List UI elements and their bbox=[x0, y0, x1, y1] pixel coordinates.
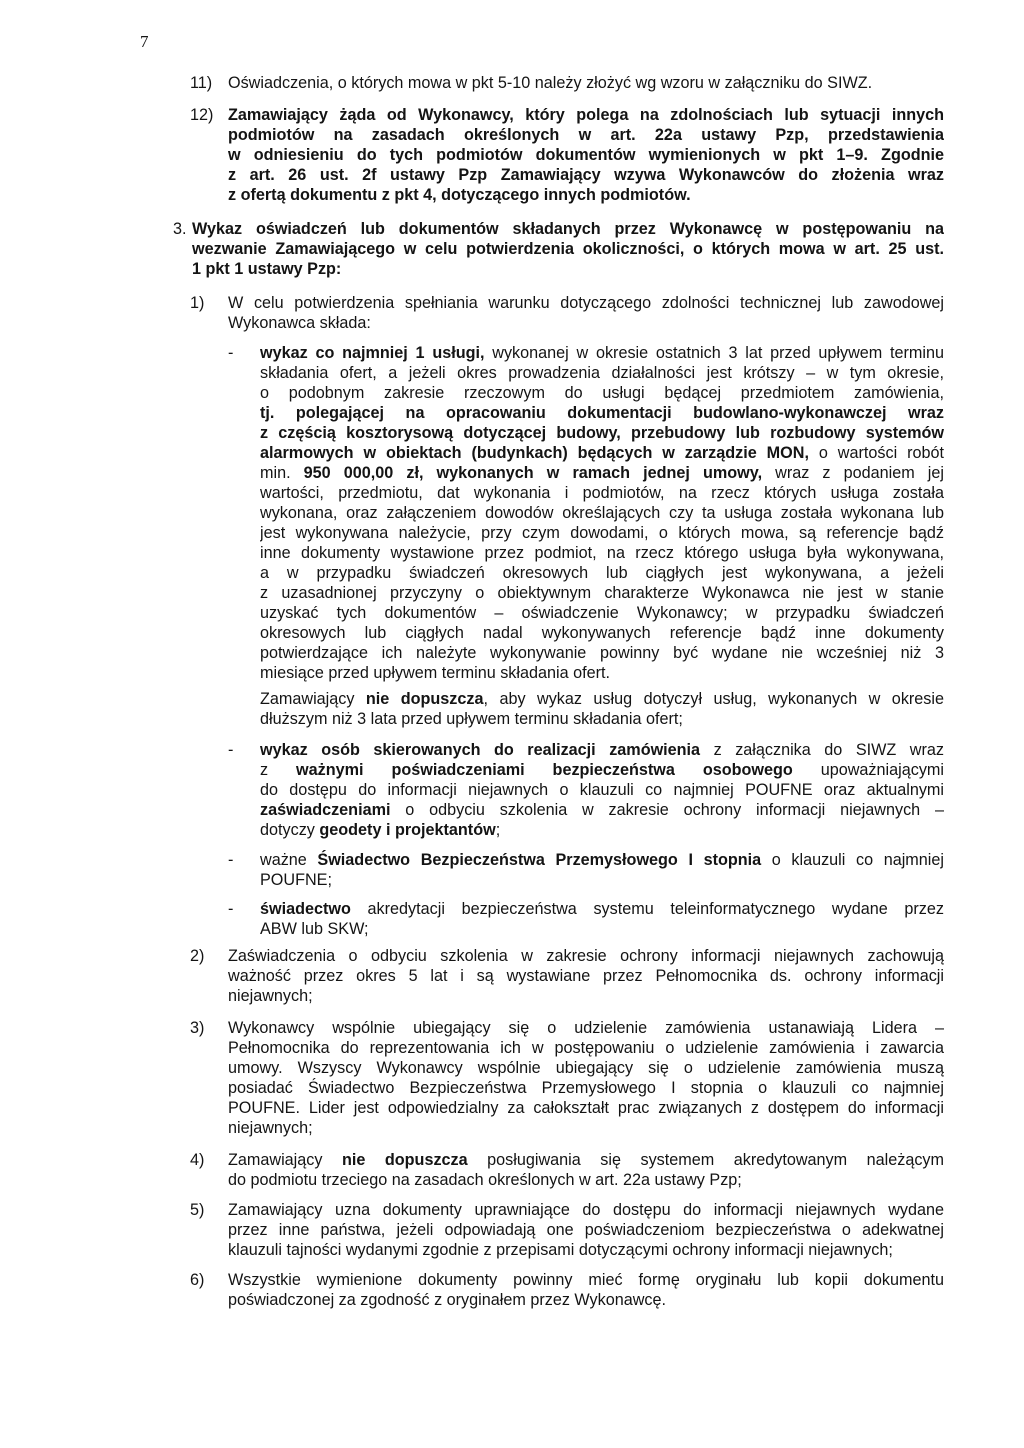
point-2-line: ważność przez okres 5 lat i są wystawiane przez Pełnomocnika ds. ochrony informacji bbox=[228, 967, 944, 985]
point-5-line: klauzuli tajności wydanymi zgodnie z przepisami dotyczącymi ochrony informacji niejawnych; bbox=[228, 1241, 893, 1259]
point-4-text bbox=[228, 1150, 944, 1190]
point-3-line: niejawnych; bbox=[228, 1119, 313, 1137]
bullet-2-line: z ważnymi poświadczeniami bezpieczeństwa osobowego upoważniającymi bbox=[260, 761, 944, 779]
bullet-4-line: świadectwo akredytacji bezpieczeństwa systemu teleinformatycznego wydane przez bbox=[260, 900, 944, 918]
bullet-2-line: do dostępu do informacji niejawnych o klauzuli co najmniej POUFNE oraz aktualnymi bbox=[260, 781, 944, 799]
page-number: 7 bbox=[140, 32, 149, 51]
point-3-line: Pełnomocnika do reprezentowania ich w postępowaniu o udzielenie zamówienia i zawarcia bbox=[228, 1039, 944, 1057]
bullet-1-line: miesiące przed upływem terminu składania ofert. bbox=[260, 664, 610, 682]
section-3-heading bbox=[192, 219, 944, 279]
bullet-1-dash: - bbox=[228, 344, 234, 362]
bullet-1-line: alarmowych w obiektach (budynkach) będących w zarządzie MON, o wartości robót bbox=[260, 444, 944, 462]
bullet-4-text bbox=[260, 899, 944, 939]
point-3-label: 3) bbox=[190, 1019, 205, 1037]
bullet-4-dash: - bbox=[228, 900, 234, 918]
section-3-line: wezwanie Zamawiającego w celu potwierdzenia okoliczności, o których mowa w art. 25 ust. bbox=[192, 240, 944, 258]
bullet-3-dash: - bbox=[228, 851, 234, 869]
bullet-1-line: z częścią kosztorysową dotyczącej budowy, przebudowy lub rozbudowy systemów bbox=[260, 424, 944, 442]
bullet-2-dash: - bbox=[228, 741, 234, 759]
point-3-line: posiadać Świadectwo Bezpieczeństwa Przemysłowego I stopnia o klauzuli co najmniej bbox=[228, 1079, 944, 1097]
bullet-1-note-line: Zamawiający nie dopuszcza, aby wykaz usług dotyczył usług, wykonanych w okresie bbox=[260, 690, 944, 708]
item-12-line: z ofertą dokumentu z pkt 4, dotyczącego innych podmiotów. bbox=[228, 186, 691, 204]
section-3-line: 1 pkt 1 ustawy Pzp: bbox=[192, 260, 342, 278]
point-6-text bbox=[228, 1270, 944, 1310]
point-4-label: 4) bbox=[190, 1151, 205, 1169]
bullet-1-line: potwierdzające ich należyte wykonywanie powinny być wydane nie wcześniej niż 3 bbox=[260, 644, 944, 662]
point-5-text bbox=[228, 1200, 944, 1260]
point-1-text bbox=[228, 293, 944, 333]
bullet-1-line: min. 950 000,00 zł, wykonanych w ramach jednej umowy, wraz z podaniem jej bbox=[260, 464, 944, 482]
bullet-1-line: o podobnym zakresie rzeczowym do usługi będącej przedmiotem zamówienia, bbox=[260, 384, 944, 402]
item-12-label: 12) bbox=[190, 106, 214, 124]
bullet-3-text bbox=[260, 850, 944, 890]
point-3-line: Wykonawcy wspólnie ubiegający się o udzielenie zamówienia ustanawiają Lidera – bbox=[228, 1019, 944, 1037]
item-11-label: 11) bbox=[190, 74, 213, 92]
point-6-line: Wszystkie wymienione dokumenty powinny mieć formę oryginału lub kopii dokumentu bbox=[228, 1271, 944, 1289]
bullet-2-line: wykaz osób skierowanych do realizacji zamówienia z załącznika do SIWZ wraz bbox=[260, 741, 944, 759]
point-2-label: 2) bbox=[190, 947, 205, 965]
point-5-line: Zamawiający uzna dokumenty uprawniające do dostępu do informacji niejawnych wydane bbox=[228, 1201, 944, 1219]
section-3-line: Wykaz oświadczeń lub dokumentów składanych przez Wykonawcę w postępowaniu na bbox=[192, 220, 944, 238]
bullet-2-line: dotyczy geodety i projektantów; bbox=[260, 821, 501, 839]
point-5-line: przez inne państwa, jeżeli odpowiadają one poświadczeniom bezpieczeństwa o adekwatnej bbox=[228, 1221, 944, 1239]
point-2-line: Zaświadczenia o odbyciu szkolenia w zakresie ochrony informacji niejawnych zachowują bbox=[228, 947, 944, 965]
bullet-1-line: wykaz co najmniej 1 usługi, wykonanej w okresie ostatnich 3 lat przed upływem terminu bbox=[260, 344, 944, 362]
point-3-text bbox=[228, 1018, 944, 1138]
point-2-text bbox=[228, 946, 944, 1006]
point-4-line: do podmiotu trzeciego na zasadach określonych w art. 22a ustawy Pzp; bbox=[228, 1171, 742, 1189]
item-11-line: Oświadczenia, o których mowa w pkt 5-10 należy złożyć wg wzoru w załączniku do SIWZ. bbox=[228, 74, 873, 92]
bullet-1-line: tj. polegającej na opracowaniu dokumentacji budowlano-wykonawczej wraz bbox=[260, 404, 944, 422]
bullet-1-line: okresowych lub ciągłych nadal wykonywanych referencje bądź inne dokumenty bbox=[260, 624, 944, 642]
point-1-line: W celu potwierdzenia spełniania warunku dotyczącego zdolności technicznej lub zawodowej bbox=[228, 294, 944, 312]
point-5-label: 5) bbox=[190, 1201, 205, 1219]
section-3-label: 3. bbox=[173, 220, 187, 238]
item-12-line: Zamawiający żąda od Wykonawcy, który polega na zdolnościach lub sytuacji innych bbox=[228, 106, 944, 124]
item-11-text bbox=[228, 73, 918, 93]
point-4-line: Zamawiający nie dopuszcza posługiwania się systemem akredytowanym należącym bbox=[228, 1151, 944, 1169]
bullet-1-line: jest wykonywana należycie, przy czym dowodami, o których mowa, są referencje bądź bbox=[260, 524, 944, 542]
bullet-1-line: wartości, przedmiotu, dat wykonania i podmiotów, na rzecz których usługa została bbox=[260, 484, 944, 502]
item-12-line: podmiotów na zasadach określonych w art. 22a ustawy Pzp, przedstawienia bbox=[228, 126, 944, 144]
bullet-1-note-line: dłuższym niż 3 lata przed upływem terminu składania ofert; bbox=[260, 710, 683, 728]
bullet-1-line: a w przypadku świadczeń okresowych lub ciągłych jest wykonywana, a jeżeli bbox=[260, 564, 944, 582]
bullet-1-line: składania ofert, a jeżeli okres prowadzenia działalności jest krótszy – w tym okresie, bbox=[260, 364, 944, 382]
item-12-line: z art. 26 ust. 2f ustawy Pzp Zamawiający wzywa Wykonawców do złożenia wraz bbox=[228, 166, 944, 184]
bullet-3-line: POUFNE; bbox=[260, 871, 332, 889]
bullet-3-line: ważne Świadectwo Bezpieczeństwa Przemysłowego I stopnia o klauzuli co najmniej bbox=[260, 851, 944, 869]
bullet-1-line: uzyskać tych dokumentów – oświadczenie Wykonawcy; w przypadku świadczeń bbox=[260, 604, 944, 622]
point-6-line: poświadczonej za zgodność z oryginałem przez Wykonawcę. bbox=[228, 1291, 667, 1309]
point-1-line: Wykonawca składa: bbox=[228, 314, 371, 332]
item-12-text bbox=[228, 105, 944, 205]
bullet-2-line: zaświadczeniami o odbyciu szkolenia w zakresie ochrony informacji niejawnych – bbox=[260, 801, 944, 819]
bullet-2-text bbox=[260, 740, 944, 840]
bullet-1-text bbox=[260, 343, 944, 683]
bullet-1-line: wykonana, oraz załączeniem dowodów określających czy ta usługa została wykonana lub bbox=[260, 504, 944, 522]
point-3-line: POUFNE. Lider jest odpowiedzialny za całokształt prac związanych z dostępem do informacji bbox=[228, 1099, 944, 1117]
bullet-4-line: ABW lub SKW; bbox=[260, 920, 369, 938]
item-12-line: w odniesieniu do tych podmiotów dokumentów wymienionych w pkt 1–9. Zgodnie bbox=[228, 146, 944, 164]
bullet-1-line: z uzasadnionej przyczyny o obiektywnym charakterze Wykonawca nie jest w stanie bbox=[260, 584, 944, 602]
point-2-line: niejawnych; bbox=[228, 987, 313, 1005]
point-1-label: 1) bbox=[190, 294, 205, 312]
point-6-label: 6) bbox=[190, 1271, 205, 1289]
bullet-1-note bbox=[260, 689, 944, 729]
point-3-line: umowy. Wszyscy Wykonawcy wspólnie ubiegający się o udzielenie zamówienia muszą bbox=[228, 1059, 944, 1077]
bullet-1-line: inne dokumenty wystawione przez podmiot, na rzecz którego usługa była wykonywana, bbox=[260, 544, 944, 562]
